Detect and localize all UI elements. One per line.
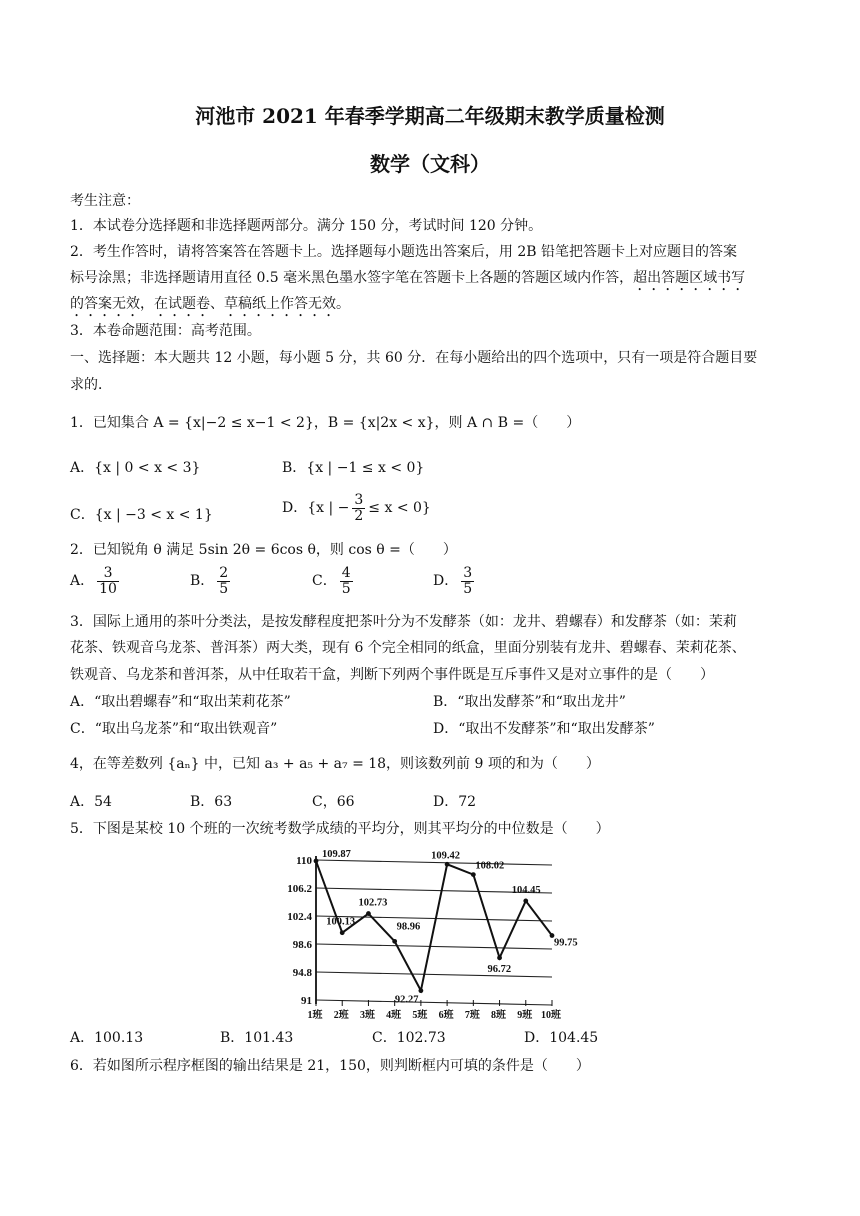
notice-emphasis-text: 超出答题区域书写 bbox=[633, 270, 746, 286]
data-point bbox=[366, 911, 371, 916]
data-point bbox=[445, 862, 450, 867]
question-4-stem: 4，在等差数列 {aₙ} 中，已知 a₃ + a₅ + a₇ = 18，则该数列前 9 项的和为（ ） bbox=[70, 756, 600, 772]
section-heading-line-1: 一、选择题：本大题共 12 小题，每小题 5 分，共 60 分．在每小题给出的四个选项中，只有一项是符合题目要 bbox=[70, 350, 758, 366]
fraction-numerator: 3 bbox=[463, 565, 473, 581]
question-2-option-b bbox=[190, 566, 233, 596]
question-3-option-c: C．“取出乌龙茶”和“取出铁观音” bbox=[70, 721, 278, 737]
x-tick-label: 2班 bbox=[333, 1010, 349, 1021]
option-label: C． bbox=[312, 573, 337, 590]
question-5-option-a: A．100.13 bbox=[70, 1030, 144, 1046]
notice-item-2-line-2 bbox=[70, 270, 745, 294]
data-point bbox=[497, 955, 502, 960]
data-label: 98.96 bbox=[396, 921, 421, 933]
question-3-line-3: 铁观音、乌龙茶和普洱茶，从中任取若干盒，判断下列两个事件既是互斥事件又是对立事件的是（ ） bbox=[70, 667, 714, 683]
data-label: 96.72 bbox=[487, 963, 512, 975]
x-tick-label: 1班 bbox=[307, 1010, 323, 1021]
x-tick-label: 3班 bbox=[359, 1010, 375, 1021]
question-4-option-c: C，66 bbox=[312, 794, 355, 810]
question-3-line-2: 花茶、铁观音乌龙茶、普洱茶）两大类，现有 6 个完全相同的纸盒，里面分别装有龙井、碧螺春、茉莉花茶、 bbox=[70, 640, 746, 656]
y-tick-label: 106.2 bbox=[287, 883, 312, 895]
fraction bbox=[352, 493, 365, 523]
data-label: 104.45 bbox=[511, 884, 541, 896]
y-tick-label: 110 bbox=[296, 855, 312, 867]
question-2-stem: 2．已知锐角 θ 满足 5sin 2θ = 6cos θ，则 cos θ =（ ） bbox=[70, 542, 457, 558]
y-tick-label: 102.4 bbox=[287, 911, 312, 923]
data-point bbox=[392, 939, 397, 944]
fraction-denominator: 2 bbox=[354, 507, 364, 524]
fraction bbox=[461, 566, 474, 596]
data-point bbox=[471, 872, 476, 877]
fraction-denominator: 10 bbox=[99, 580, 117, 597]
question-4-option-b: B．63 bbox=[190, 794, 233, 810]
question-5-option-c: C．102.73 bbox=[372, 1030, 446, 1046]
question-1-option-a: A．{x | 0 < x < 3} bbox=[70, 460, 201, 476]
notice-heading: 考生注意： bbox=[70, 193, 140, 209]
data-point bbox=[418, 988, 423, 993]
notice-item-2-line-3 bbox=[70, 296, 350, 320]
x-tick-label: 10班 bbox=[541, 1010, 561, 1021]
notice-item-2-line-1: 2．考生作答时，请将答案答在答题卡上。选择题每小题选出答案后，用 2B 铅笔把答题卡上对应题目的答案 bbox=[70, 244, 738, 260]
question-1-stem: 1．已知集合 A = {x|−2 ≤ x−1 < 2}，B = {x|2x < x}，则 A ∩ B =（ ） bbox=[70, 415, 581, 431]
fraction-numerator: 2 bbox=[219, 565, 229, 581]
grid-line bbox=[316, 1000, 552, 1005]
data-label: 108.02 bbox=[475, 860, 505, 872]
line-chart bbox=[270, 842, 578, 1024]
data-label: 99.75 bbox=[554, 937, 578, 949]
question-5-option-b: B．101.43 bbox=[220, 1030, 294, 1046]
x-tick-label: 8班 bbox=[491, 1010, 507, 1021]
y-tick-label: 98.6 bbox=[292, 939, 312, 951]
page-subtitle: 数学（文科） bbox=[370, 152, 490, 176]
question-3-line-1: 3．国际上通用的茶叶分类法，是按发酵程度把茶叶分为不发酵茶（如：龙井、碧螺春）和发酵茶（如：茉莉 bbox=[70, 614, 737, 630]
data-label: 102.73 bbox=[358, 897, 388, 909]
fraction-denominator: 5 bbox=[219, 580, 229, 597]
option-label: B． bbox=[190, 573, 215, 590]
data-label: 109.87 bbox=[322, 848, 351, 860]
question-5-stem: 5．下图是某校 10 个班的一次统考数学成绩的平均分，则其平均分的中位数是（ ） bbox=[70, 821, 610, 837]
question-3-option-d: D．“取出不发酵茶”和“取出发酵茶” bbox=[433, 721, 655, 737]
notice-item-3: 3．本卷命题范围：高考范围。 bbox=[70, 323, 261, 339]
question-5-option-d: D．104.45 bbox=[524, 1030, 599, 1046]
y-tick-label: 91 bbox=[301, 995, 312, 1007]
notice-item-1: 1．本试卷分选择题和非选择题两部分。满分 150 分，考试时间 120 分钟。 bbox=[70, 218, 543, 234]
data-point bbox=[523, 898, 528, 903]
fraction-denominator: 5 bbox=[463, 580, 473, 597]
fraction bbox=[97, 566, 119, 596]
question-2-option-d bbox=[433, 566, 477, 596]
question-1-option-c: C．{x | −3 < x < 1} bbox=[70, 507, 213, 523]
question-2-option-c bbox=[312, 566, 356, 596]
fraction-numerator: 4 bbox=[341, 565, 351, 581]
question-6-stem: 6．若如图所示程序框图的输出结果是 21，150，则判断框内可填的条件是（ ） bbox=[70, 1058, 590, 1074]
y-tick-label: 94.8 bbox=[292, 967, 312, 979]
question-3-option-b: B．“取出发酵茶”和“取出龙井” bbox=[433, 694, 626, 710]
section-heading-line-2: 求的． bbox=[70, 377, 112, 393]
fraction-numerator: 3 bbox=[97, 566, 119, 582]
option-label: A． bbox=[70, 573, 95, 590]
question-1-option-b: B．{x | −1 ≤ x < 0} bbox=[282, 460, 425, 476]
data-label: 109.42 bbox=[431, 850, 460, 862]
x-tick-label: 5班 bbox=[412, 1010, 428, 1021]
option-label: D． bbox=[433, 573, 459, 590]
notice-period: 。 bbox=[336, 296, 350, 312]
data-label: 100.13 bbox=[326, 916, 356, 928]
option-d-suffix: ≤ x < 0} bbox=[368, 500, 431, 517]
notice-emphasis-text-2: 的答案无效，在试题卷、草稿纸上作答无效 bbox=[70, 296, 336, 312]
grid-line bbox=[316, 944, 552, 949]
notice-item-2-text: 标号涂黑；非选择题请用直径 0.5 毫米黑色墨水签字笔在答题卡上各题的答题区域内作答， bbox=[70, 270, 634, 286]
data-point bbox=[314, 859, 319, 864]
x-tick-label: 6班 bbox=[438, 1010, 454, 1021]
question-2-option-a bbox=[70, 566, 122, 596]
question-4-option-d: D．72 bbox=[433, 794, 477, 810]
fraction-numerator: 3 bbox=[354, 492, 364, 508]
x-tick-label: 9班 bbox=[517, 1010, 533, 1021]
fraction bbox=[340, 566, 353, 596]
fraction-denominator: 5 bbox=[341, 580, 351, 597]
question-3-option-a: A．“取出碧螺春”和“取出茉莉花茶” bbox=[70, 694, 291, 710]
data-label: 92.27 bbox=[394, 994, 419, 1006]
question-1-option-d bbox=[282, 493, 431, 523]
grid-line bbox=[316, 972, 552, 977]
option-d-prefix: D．{x | − bbox=[282, 500, 350, 517]
question-4-option-a: A．54 bbox=[70, 794, 112, 810]
data-point bbox=[340, 930, 345, 935]
x-tick-label: 7班 bbox=[464, 1010, 480, 1021]
page-title: 河池市 2021 年春季学期高二年级期末教学质量检测 bbox=[195, 104, 665, 128]
x-tick-label: 4班 bbox=[386, 1010, 402, 1021]
fraction bbox=[217, 566, 230, 596]
